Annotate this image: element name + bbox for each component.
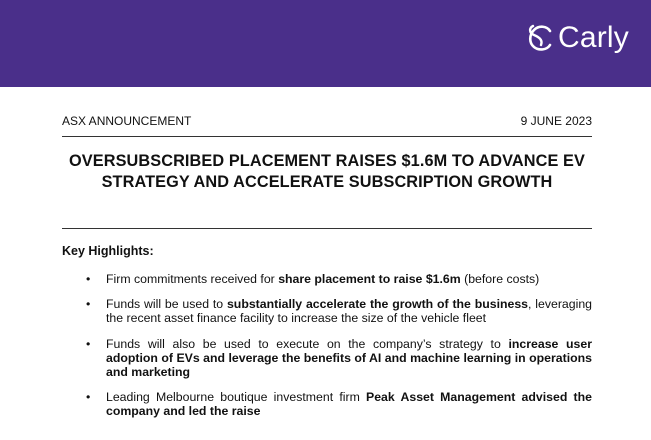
announcement-title: OVERSUBSCRIBED PLACEMENT RAISES $1.6M TO ADVANCE EV STRATEGY AND ACCELERATE SUBSCRIPTION GROWTH [69,152,585,191]
highlight-emphasis: substantially accelerate the growth of the business [226,297,529,312]
key-highlights-list [62,272,592,430]
highlight-text: Funds will also be used to execute on the company’s strategy to [106,336,509,351]
announcement-date: 9 JUNE 2023 [520,114,592,128]
bullet-icon: • [86,297,91,312]
key-highlights-heading: Key Highlights: [62,244,154,258]
bullet-icon: • [86,390,91,405]
header-band [0,0,651,87]
title-bottom-rule [62,228,592,229]
highlight-item [62,337,592,380]
highlight-emphasis: Peak Asset Management advised the company and led the raise [106,390,592,419]
bullet-icon: • [86,272,91,286]
highlight-item [62,390,592,418]
highlight-item [62,297,592,325]
title-top-rule [62,136,592,137]
highlight-text: (before costs) [460,272,540,286]
highlight-text: Funds will be used to [106,297,227,312]
highlight-text: Leading Melbourne boutique investment firm [106,390,367,405]
carly-logo-icon [526,22,556,54]
announcement-label: ASX ANNOUNCEMENT [62,114,192,128]
highlight-emphasis: share placement to raise $1.6m [278,272,461,286]
bullet-icon: • [86,336,91,351]
logo-text: Carly [557,21,629,54]
announcement-meta [62,114,592,128]
highlight-text: , leveraging the recent asset finance facility to increase the size of the vehicle fleet [106,297,593,326]
carly-logo [526,22,629,54]
highlight-text: Firm commitments received for [106,272,279,286]
highlight-item [62,272,592,286]
highlight-emphasis: increase user adoption of EVs and leverage the benefits of AI and machine learning in operations and marketing [106,336,592,380]
